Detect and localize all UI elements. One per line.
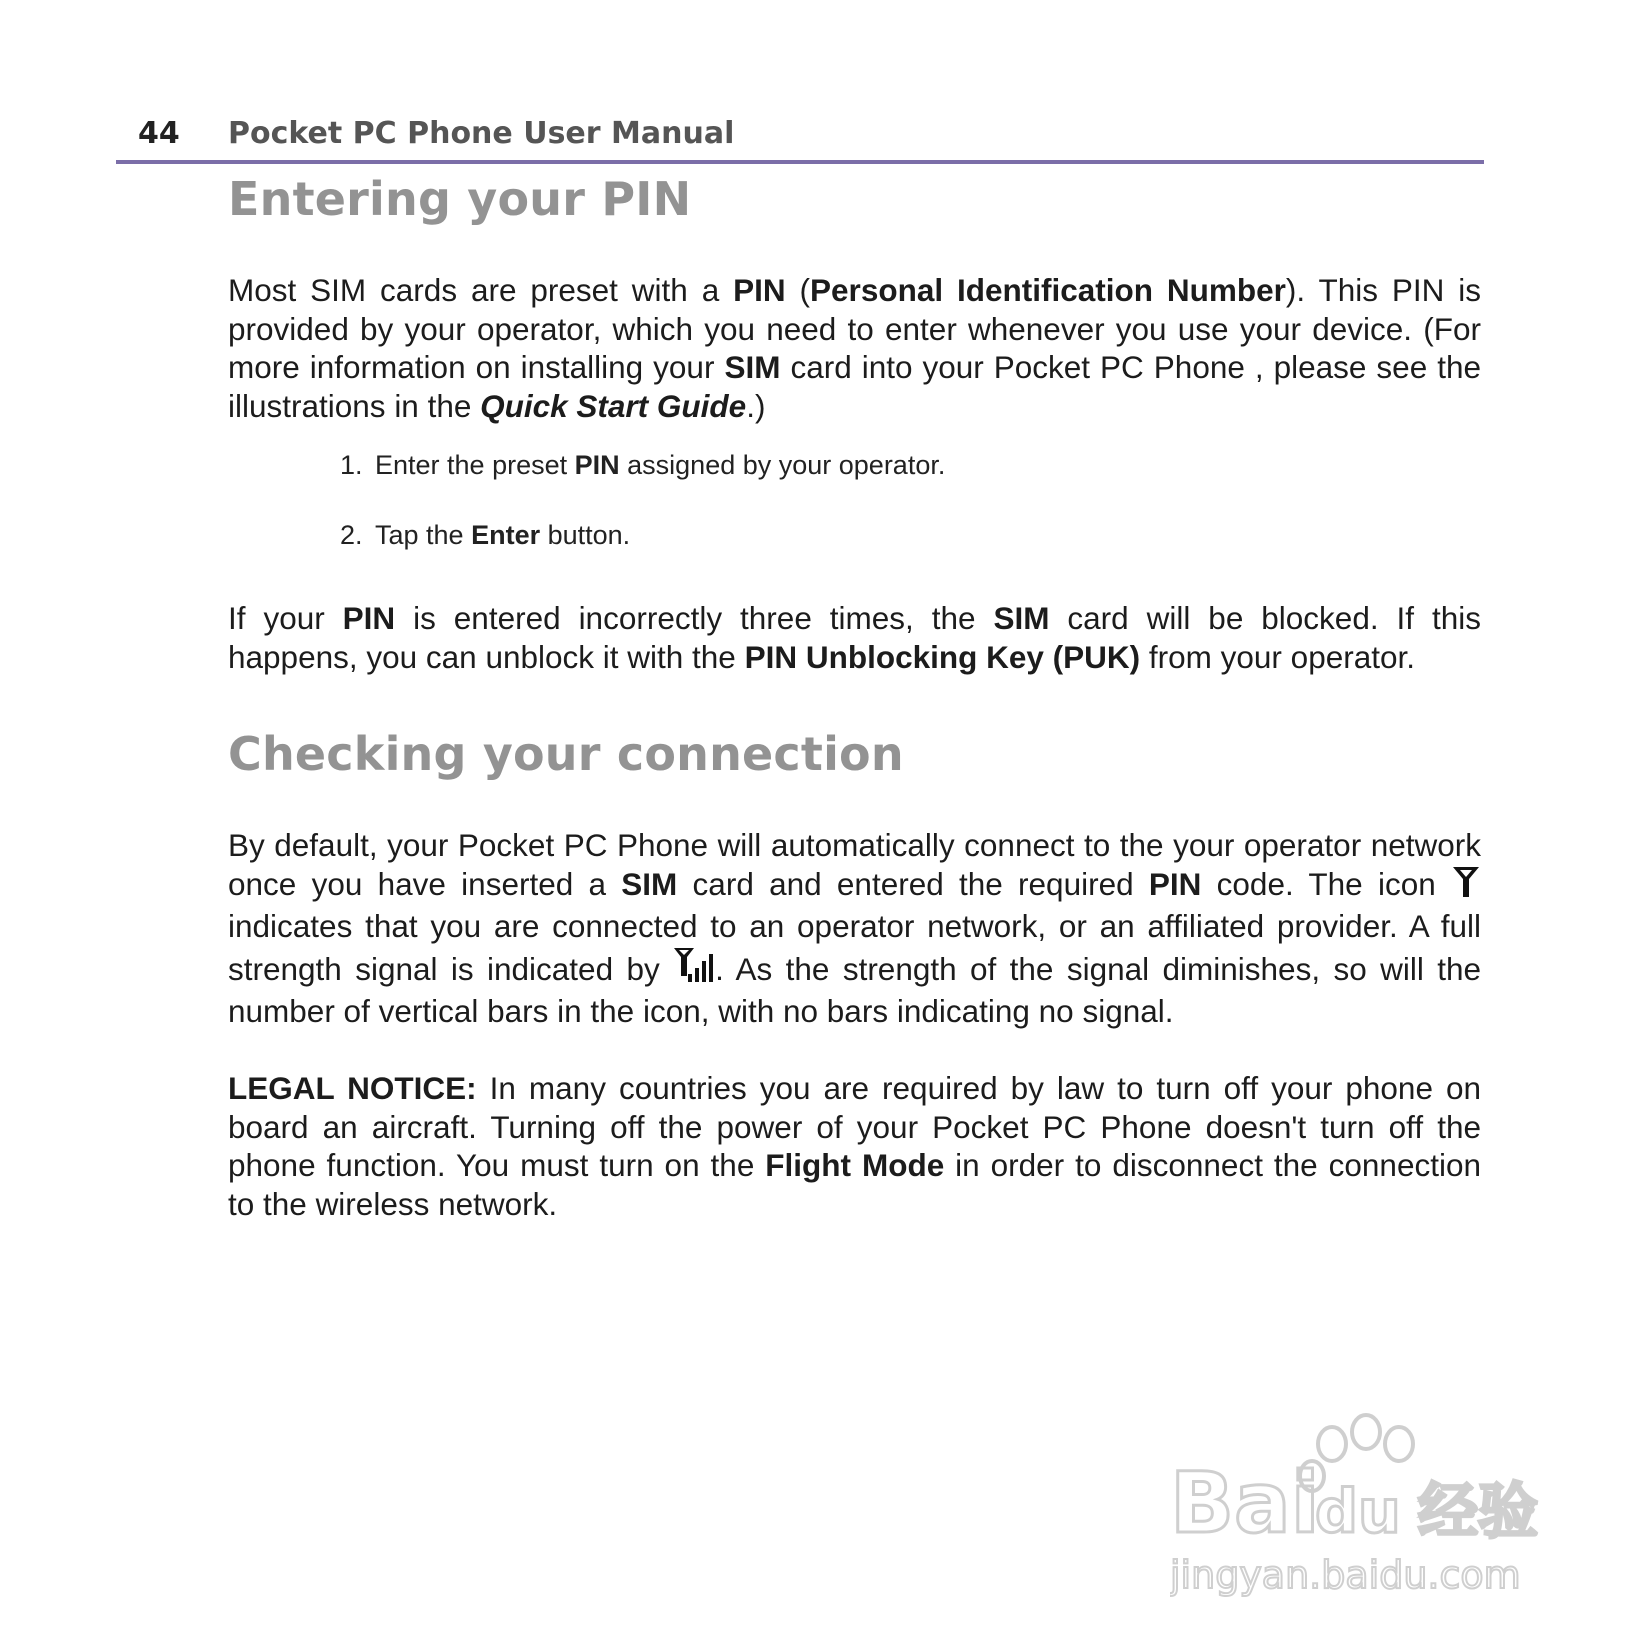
list-item — [340, 448, 945, 482]
legal-notice-paragraph — [228, 1069, 1481, 1223]
text-run: .) — [746, 387, 766, 424]
list-item — [340, 518, 630, 552]
pin-intro-paragraph — [228, 271, 1481, 425]
section-heading-pin: Entering your PIN — [228, 172, 692, 226]
text-run: code. The icon — [1201, 865, 1451, 902]
text-run: ). This PIN is provided by your operator, which you need to enter whenever you use your device. (For more information on installing your — [228, 272, 1481, 385]
step-number: 1. — [340, 450, 363, 480]
page-number: 44 — [138, 116, 180, 151]
section-heading-connection: Checking your connection — [228, 727, 904, 781]
svg-text:经验: 经验 — [1418, 1477, 1538, 1547]
bold-run: PIN — [733, 272, 786, 308]
text-run: is entered incorrectly three times, the — [395, 600, 994, 636]
bold-run: Personal Identification Number — [810, 272, 1286, 308]
bold-run: Enter — [471, 520, 541, 550]
text-run: in order to disconnect the connection to the wireless network. — [228, 1147, 1481, 1222]
bold-run: SIM — [724, 349, 781, 385]
full-signal-icon — [673, 946, 715, 993]
text-run: Most SIM cards are preset with a — [228, 272, 734, 308]
antenna-icon — [1451, 865, 1481, 908]
page-header — [116, 108, 1484, 164]
bold-run: SIM — [993, 600, 1050, 636]
quick-start-guide-title: Quick Start Guide — [480, 387, 747, 424]
bold-run: PIN — [574, 450, 620, 480]
bold-run: PIN — [1148, 865, 1202, 902]
bold-run: PIN — [342, 600, 396, 636]
step-number: 2. — [340, 520, 363, 550]
text-run: If your — [228, 600, 343, 636]
text-run: By default, your Pocket PC Phone will automatically connect to the your operator network once you have inserted a — [228, 827, 1481, 902]
text-run: button. — [540, 520, 631, 550]
text-run: card will be blocked. If this happens, you can unblock it with the — [228, 600, 1481, 675]
text-run: assigned by your operator. — [619, 450, 946, 480]
legal-notice-label: LEGAL NOTICE: — [228, 1070, 477, 1106]
text-run: card and entered the required — [677, 865, 1149, 902]
text-run: card into your Pocket PC Phone , please see the illustrations in the — [228, 349, 1482, 424]
svg-text:du: du — [1315, 1477, 1401, 1547]
text-run: Enter the preset — [375, 450, 575, 480]
svg-text:jingyan.baidu.com: jingyan.baidu.com — [1170, 1553, 1521, 1597]
text-run: . As the strength of the signal diminishes, so will the number of vertical bars in the icon, with no bars indicating no signal. — [228, 950, 1481, 1029]
manual-title: Pocket PC Phone User Manual — [228, 116, 735, 151]
bold-run: SIM — [621, 865, 678, 902]
text-run: Tap the — [375, 520, 472, 550]
text-run: indicates that you are connected to an operator network, or an affiliated provider. A full strength signal is indicated by — [228, 908, 1481, 987]
bold-run: Flight Mode — [765, 1147, 945, 1183]
svg-text:Bai: Bai — [1170, 1454, 1320, 1552]
text-run: In many countries you are required by law to turn off your phone on board an aircraft. Turning off the power of your Pocket PC Phone doesn't turn off the phone function. You must turn on the — [228, 1070, 1481, 1183]
bold-run: PIN Unblocking Key (PUK) — [744, 638, 1141, 675]
section-checking-connection — [228, 727, 1481, 781]
text-run: ( — [785, 272, 811, 308]
pin-blocked-paragraph — [228, 599, 1481, 676]
baidu-jingyan-watermark — [1170, 1410, 1570, 1600]
section-entering-pin — [228, 172, 1481, 226]
connection-paragraph — [228, 826, 1481, 1031]
text-run: from your operator. — [1140, 638, 1416, 675]
